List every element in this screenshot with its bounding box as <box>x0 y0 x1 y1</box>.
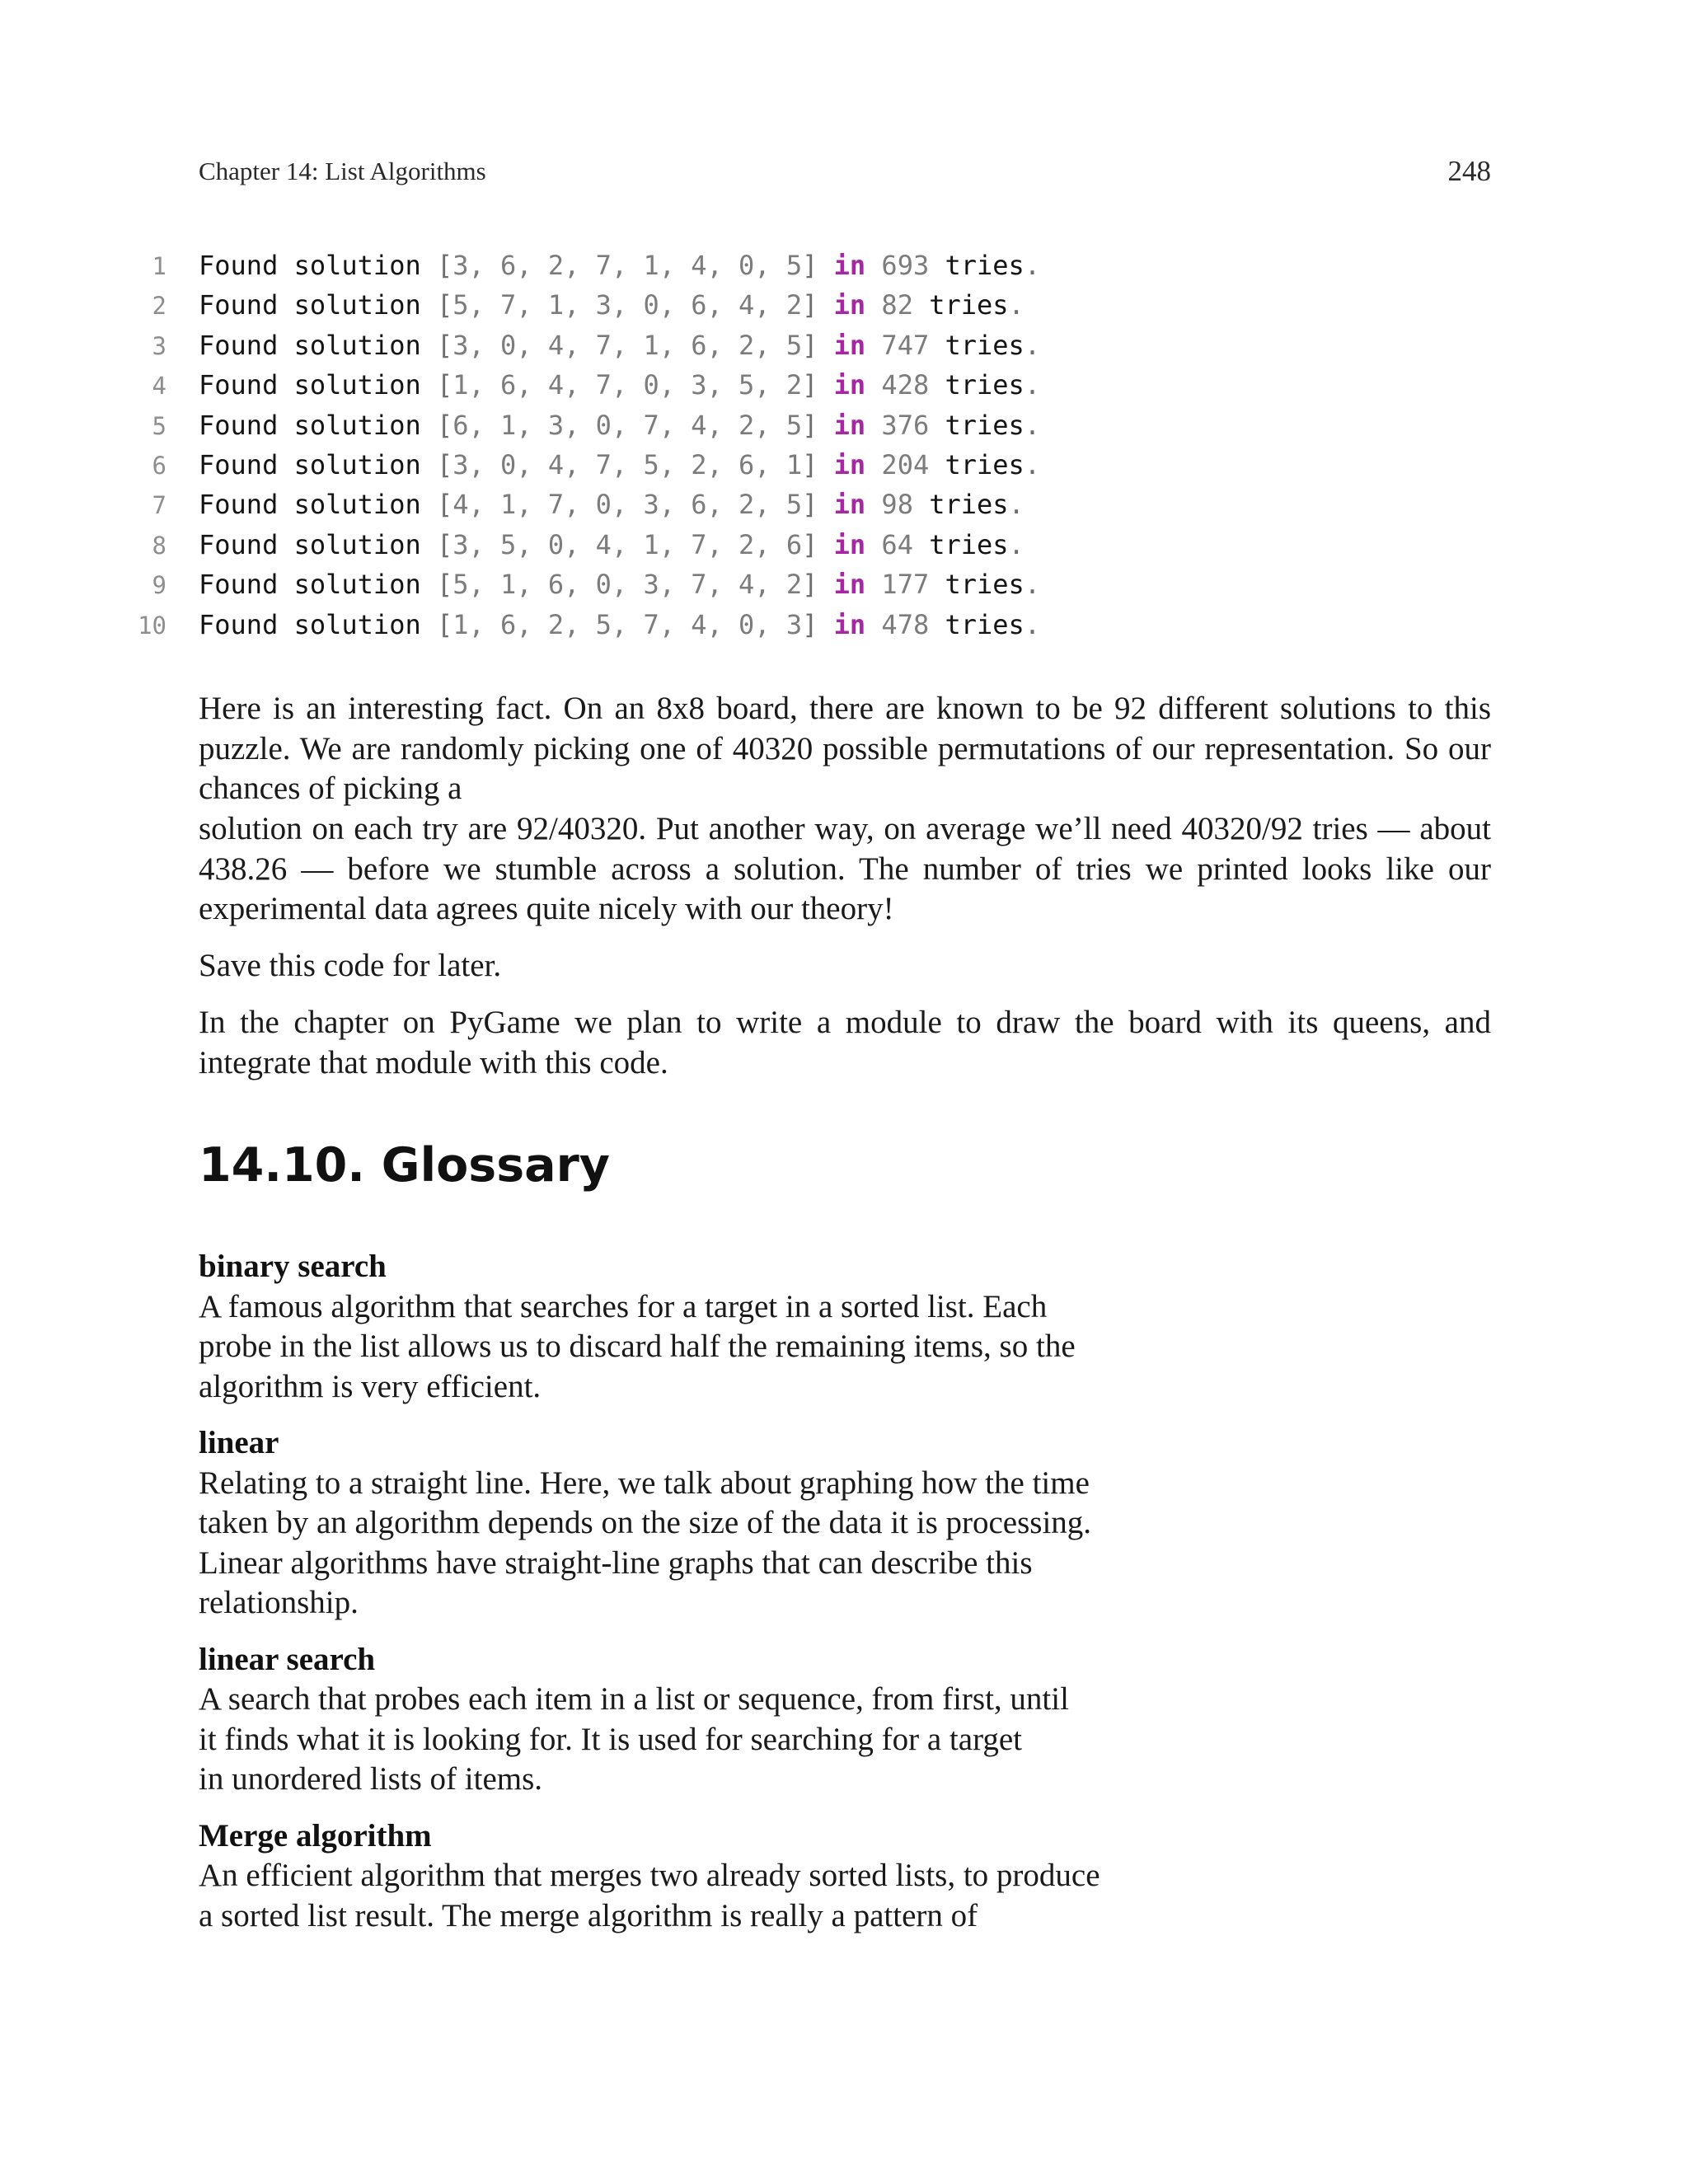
code-bracket-open: [ <box>436 608 453 640</box>
code-space <box>818 609 833 640</box>
code-bracket-close: ] <box>802 289 818 321</box>
code-suffix: tries <box>945 448 1025 480</box>
code-line <box>124 565 1525 604</box>
code-solution-values: 1, 6, 4, 7, 0, 3, 5, 2 <box>452 369 803 401</box>
code-prefix: Found solution <box>199 369 421 401</box>
code-bracket-close: ] <box>802 250 818 281</box>
code-period: . <box>1008 489 1025 521</box>
code-suffix: tries <box>945 250 1025 281</box>
code-bracket-open: [ <box>436 369 453 401</box>
code-tries-count: 64 <box>881 528 913 560</box>
code-solution-values: 3, 6, 2, 7, 1, 4, 0, 5 <box>452 250 803 281</box>
code-bracket-open: [ <box>436 448 453 480</box>
line-number: 10 <box>138 611 166 640</box>
code-bracket-open: [ <box>436 569 453 601</box>
code-space <box>421 250 437 281</box>
code-keyword-in: in <box>833 369 866 401</box>
code-space <box>865 369 881 401</box>
code-period: . <box>1008 289 1025 321</box>
line-number: 4 <box>152 372 166 401</box>
code-tries-count: 747 <box>881 329 930 361</box>
code-space <box>913 289 929 321</box>
code-space <box>421 289 437 321</box>
code-keyword-in: in <box>833 409 866 441</box>
code-keyword-in: in <box>833 608 866 640</box>
glossary-term: linear <box>199 1425 279 1460</box>
glossary-definition-line: taken by an algorithm depends on the size of the data it is processing. <box>199 1505 1092 1540</box>
code-solution-values: 4, 1, 7, 0, 3, 6, 2, 5 <box>452 489 803 521</box>
code-space <box>818 250 833 281</box>
code-period: . <box>1024 250 1041 281</box>
code-space <box>913 489 929 520</box>
line-number: 6 <box>152 451 166 480</box>
line-number: 8 <box>152 531 166 560</box>
code-keyword-in: in <box>833 528 866 560</box>
code-suffix: tries <box>945 329 1025 361</box>
code-bracket-close: ] <box>802 528 818 560</box>
page-number: 248 <box>1447 155 1491 187</box>
code-keyword-in: in <box>833 329 866 361</box>
glossary-definition-line: probe in the list allows us to discard half the remaining items, so the <box>199 1329 1076 1364</box>
code-space <box>818 569 833 600</box>
code-line <box>124 326 1525 365</box>
line-number: 3 <box>152 331 166 360</box>
code-bracket-open: [ <box>436 329 453 361</box>
code-line <box>124 485 1525 524</box>
code-space <box>865 250 881 281</box>
code-solution-values: 6, 1, 3, 0, 7, 4, 2, 5 <box>452 409 803 441</box>
code-period: . <box>1024 409 1041 441</box>
code-tries-count: 204 <box>881 448 930 480</box>
glossary-definition-line: a sorted list result. The merge algorithm is really a pattern of <box>199 1897 978 1933</box>
glossary-list <box>199 1247 1171 1952</box>
code-bracket-close: ] <box>802 489 818 521</box>
code-space <box>865 289 881 321</box>
code-bracket-close: ] <box>802 448 818 480</box>
paragraph-fact-part2: solution on each try are 92/40320. Put another way, on average we’ll need 40320/92 tries — about 438.26 — before we stumble across a solution. The number of tries we printed looks like our experimental data agrees quite nicely with our theory! <box>199 811 1491 926</box>
code-space <box>818 449 833 480</box>
glossary-definition-line: Relating to a straight line. Here, we talk about graphing how the time <box>199 1465 1090 1501</box>
code-period: . <box>1024 448 1041 480</box>
glossary-definition-line: it finds what it is looking for. It is used for searching for a target <box>199 1721 1022 1757</box>
code-period: . <box>1024 369 1041 401</box>
glossary-definition-line: An efficient algorithm that merges two already sorted lists, to produce <box>199 1858 1100 1893</box>
glossary-entry <box>199 1247 1171 1407</box>
code-tries-count: 478 <box>881 608 930 640</box>
line-number: 1 <box>152 252 166 280</box>
code-space <box>818 489 833 520</box>
code-space <box>913 529 929 560</box>
code-solution-values: 3, 0, 4, 7, 5, 2, 6, 1 <box>452 448 803 480</box>
code-tries-count: 693 <box>881 250 930 281</box>
code-space <box>421 609 437 640</box>
code-bracket-open: [ <box>436 528 453 560</box>
code-space <box>421 410 437 441</box>
code-space <box>421 569 437 600</box>
code-space <box>421 369 437 401</box>
code-prefix: Found solution <box>199 448 421 480</box>
code-solution-values: 5, 7, 1, 3, 0, 6, 4, 2 <box>452 289 803 321</box>
section-heading-glossary: 14.10. Glossary <box>199 1138 610 1193</box>
code-keyword-in: in <box>833 289 866 321</box>
glossary-term: binary search <box>199 1249 387 1284</box>
line-number: 2 <box>152 292 166 321</box>
code-bracket-close: ] <box>802 329 818 361</box>
glossary-term: Merge algorithm <box>199 1817 432 1854</box>
code-tries-count: 428 <box>881 369 930 401</box>
code-space <box>818 410 833 441</box>
code-line <box>124 405 1525 445</box>
code-line <box>124 285 1525 325</box>
code-solution-values: 1, 6, 2, 5, 7, 4, 0, 3 <box>452 608 803 640</box>
code-space <box>421 489 437 520</box>
code-bracket-open: [ <box>436 250 453 281</box>
paragraph-pygame: In the chapter on PyGame we plan to write a module to draw the board with its queens, and integrate that module with this code. <box>199 1005 1491 1080</box>
code-prefix: Found solution <box>199 329 421 361</box>
code-line <box>124 365 1525 405</box>
code-suffix: tries <box>945 608 1025 640</box>
glossary-entry <box>199 1423 1171 1624</box>
code-tries-count: 376 <box>881 409 930 441</box>
code-solution-values: 3, 5, 0, 4, 1, 7, 2, 6 <box>452 528 803 560</box>
code-tries-count: 98 <box>881 489 913 521</box>
glossary-entry <box>199 1816 1171 1937</box>
code-space <box>929 569 945 600</box>
code-space <box>865 449 881 480</box>
line-number: 5 <box>152 411 166 440</box>
code-bracket-close: ] <box>802 569 818 601</box>
code-solution-values: 5, 1, 6, 0, 3, 7, 4, 2 <box>452 569 803 601</box>
glossary-definition-line: in unordered lists of items. <box>199 1761 543 1797</box>
code-period: . <box>1024 608 1041 640</box>
code-solution-values: 3, 0, 4, 7, 1, 6, 2, 5 <box>452 329 803 361</box>
code-prefix: Found solution <box>199 569 421 601</box>
code-line <box>124 525 1525 565</box>
code-suffix: tries <box>945 409 1025 441</box>
code-suffix: tries <box>929 528 1009 560</box>
glossary-definition-line: A search that probes each item in a list or sequence, from first, until <box>199 1681 1069 1717</box>
code-space <box>929 250 945 281</box>
code-space <box>865 609 881 640</box>
code-prefix: Found solution <box>199 250 421 281</box>
code-suffix: tries <box>945 369 1025 401</box>
code-line <box>124 605 1525 644</box>
code-period: . <box>1024 329 1041 361</box>
code-prefix: Found solution <box>199 409 421 441</box>
code-prefix: Found solution <box>199 528 421 560</box>
code-space <box>865 330 881 361</box>
code-space <box>421 330 437 361</box>
running-header-chapter: Chapter 14: List Algorithms <box>199 157 486 185</box>
code-space <box>865 489 881 520</box>
code-space <box>929 609 945 640</box>
code-line <box>124 246 1525 285</box>
code-keyword-in: in <box>833 250 866 281</box>
code-prefix: Found solution <box>199 608 421 640</box>
code-period: . <box>1024 569 1041 601</box>
code-bracket-open: [ <box>436 409 453 441</box>
code-prefix: Found solution <box>199 489 421 521</box>
glossary-definition-line: algorithm is very efficient. <box>199 1368 542 1404</box>
code-space <box>818 369 833 401</box>
code-space <box>421 529 437 560</box>
line-number: 9 <box>152 571 166 600</box>
code-keyword-in: in <box>833 489 866 521</box>
code-space <box>929 369 945 401</box>
code-period: . <box>1008 528 1025 560</box>
code-keyword-in: in <box>833 448 866 480</box>
glossary-definition-line: A famous algorithm that searches for a target in a sorted list. Each <box>199 1288 1048 1324</box>
glossary-definition-line: relationship. <box>199 1585 359 1620</box>
code-space <box>865 529 881 560</box>
code-space <box>929 449 945 480</box>
code-suffix: tries <box>929 289 1009 321</box>
code-tries-count: 82 <box>881 289 913 321</box>
code-bracket-close: ] <box>802 409 818 441</box>
code-space <box>929 330 945 361</box>
code-line <box>124 445 1525 485</box>
code-space <box>818 289 833 321</box>
code-tries-count: 177 <box>881 569 930 601</box>
glossary-term: linear search <box>199 1641 376 1677</box>
glossary-definition-line: Linear algorithms have straight-line graphs that can describe this <box>199 1544 1033 1581</box>
code-output-block <box>124 246 1525 644</box>
code-bracket-close: ] <box>802 608 818 640</box>
page-header <box>199 155 1491 191</box>
code-bracket-open: [ <box>436 289 453 321</box>
glossary-entry <box>199 1640 1171 1800</box>
code-suffix: tries <box>945 569 1025 601</box>
code-space <box>865 569 881 600</box>
code-space <box>818 529 833 560</box>
code-bracket-close: ] <box>802 369 818 401</box>
line-number: 7 <box>152 491 166 520</box>
paragraph-save-code: Save this code for later. <box>199 948 502 983</box>
code-bracket-open: [ <box>436 489 453 521</box>
code-space <box>929 410 945 441</box>
code-space <box>818 330 833 361</box>
code-keyword-in: in <box>833 569 866 601</box>
code-suffix: tries <box>929 489 1009 521</box>
paragraph-fact-part1: Here is an interesting fact. On an 8x8 board, there are known to be 92 different solutions to this puzzle. We are randomly picking one of 40320 possible permutations of our representation. So our chances of picking a <box>199 691 1491 806</box>
code-space <box>865 410 881 441</box>
code-space <box>421 449 437 480</box>
code-prefix: Found solution <box>199 289 421 321</box>
